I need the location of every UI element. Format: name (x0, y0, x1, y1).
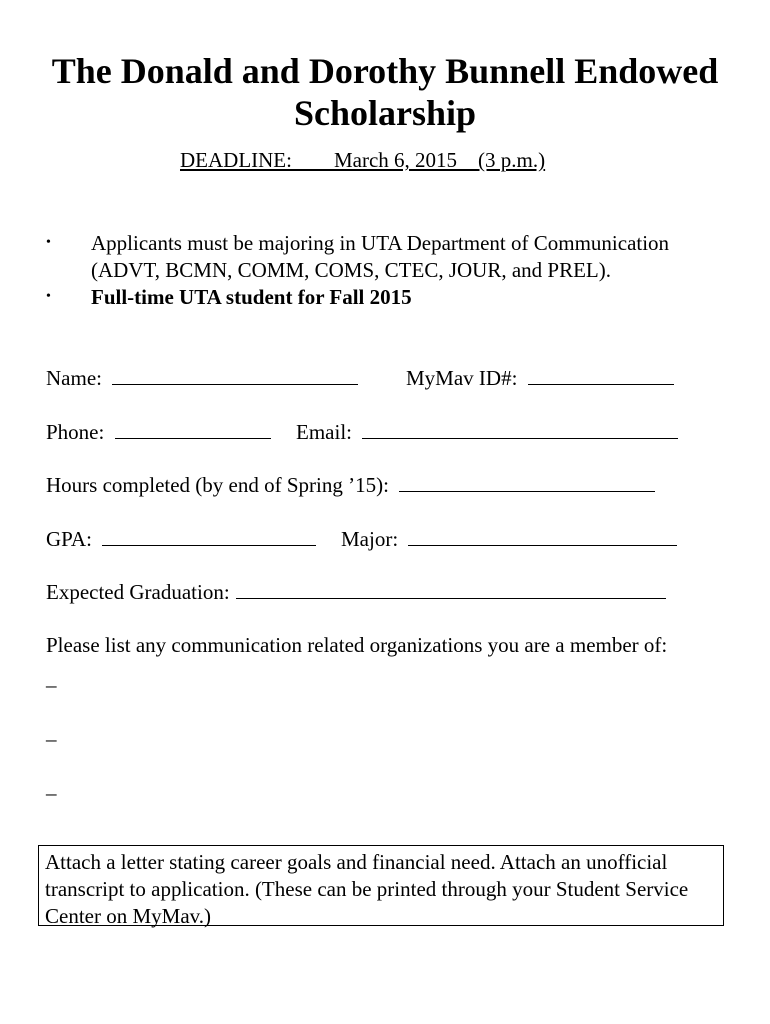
gpa-label: GPA: (46, 527, 92, 551)
organization-entry-3[interactable]: _ (46, 774, 57, 798)
page-title-continued (0, 92, 770, 134)
expected-graduation-field[interactable] (46, 578, 666, 606)
mymav-id-field[interactable] (406, 364, 674, 392)
mymav-id-input-line[interactable] (528, 364, 674, 385)
email-label: Email: (296, 420, 352, 444)
title-line-2: Scholarship (293, 93, 477, 133)
major-label: Major: (341, 527, 399, 551)
phone-label: Phone: (46, 420, 105, 444)
hours-completed-input-line[interactable] (399, 471, 655, 492)
email-input-line[interactable] (362, 418, 678, 439)
title-line-1: The Donald and Dorothy Bunnell Endowed (51, 51, 719, 91)
attachment-note-text: Attach a letter stating career goals and financial need. Attach an unofficial transcript to application. (These can be printed through your Student Service Center on MyMav.) (45, 850, 689, 928)
bullet-icon: • (46, 235, 51, 250)
requirement-majoring-departments: (ADVT, BCMN, COMM, COMS, CTEC, JOUR, and PREL). (91, 258, 611, 282)
requirement-majoring: Applicants must be majoring in UTA Department of Communication (91, 231, 670, 255)
hours-completed-label: Hours completed (by end of Spring ’15): (46, 473, 389, 497)
mymav-id-label: MyMav ID#: (406, 366, 518, 390)
organization-entry-2[interactable]: _ (46, 720, 57, 744)
page-title (0, 50, 770, 92)
deadline: DEADLINE: March 6, 2015 (3 p.m.) (180, 148, 546, 172)
name-label: Name: (46, 366, 102, 390)
expected-graduation-input-line[interactable] (236, 578, 666, 599)
phone-field[interactable] (46, 418, 271, 446)
organization-entry-1[interactable]: _ (46, 666, 57, 690)
requirement-fulltime: Full-time UTA student for Fall 2015 (91, 285, 412, 309)
organizations-prompt: Please list any communication related organizations you are a member of: (46, 633, 668, 657)
gpa-input-line[interactable] (102, 525, 316, 546)
name-field[interactable] (46, 364, 358, 392)
name-input-line[interactable] (112, 364, 358, 385)
major-field[interactable] (341, 525, 677, 553)
gpa-field[interactable] (46, 525, 316, 553)
expected-graduation-label: Expected Graduation: (46, 580, 230, 604)
attachment-note-box (38, 845, 724, 926)
major-input-line[interactable] (408, 525, 677, 546)
bullet-icon: • (46, 289, 51, 304)
phone-input-line[interactable] (115, 418, 271, 439)
email-field[interactable] (296, 418, 678, 446)
hours-completed-field[interactable] (46, 471, 655, 499)
